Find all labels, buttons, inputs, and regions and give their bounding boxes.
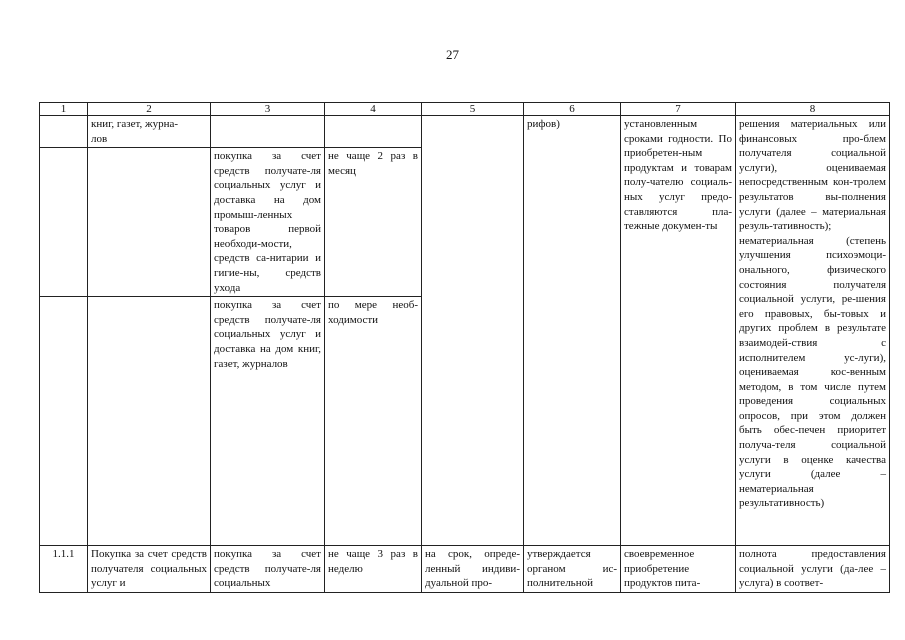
header-cell-4: 4 <box>325 103 422 116</box>
industrial-goods-frequency: не чаще 2 раз в месяц <box>328 150 418 177</box>
cell-service-name <box>88 116 211 148</box>
services-table <box>39 102 890 593</box>
cell-description <box>211 546 325 593</box>
frequency-text: не чаще 3 раз в неделю <box>328 548 418 575</box>
rate-text: утверждается органом ис-полнительной <box>527 548 617 590</box>
header-cell-3: 3 <box>211 103 325 116</box>
page-number: 27 <box>446 47 459 62</box>
cell-conditions <box>621 116 736 546</box>
cell-frequency <box>325 546 422 593</box>
header-cell-5: 5 <box>422 103 524 116</box>
cell-service-name <box>88 546 211 593</box>
cell-term <box>422 546 524 593</box>
books-newspapers-frequency: по мере необ-ходимости <box>328 299 418 326</box>
cell-frequency <box>325 297 422 546</box>
header-row <box>40 103 890 116</box>
conditions-text: установленным сроками годности. По приобретен-ным продуктам и товарам полу-чателю социаль-ных услуг предо-ставляются пла-тежные докумен-ты <box>624 118 732 233</box>
conditions-text: своевременное приобретение продуктов пита- <box>624 548 701 590</box>
cell-service-name <box>88 148 211 297</box>
cell-quality-indicators <box>736 116 890 546</box>
header-cell-1: 1 <box>40 103 88 116</box>
cell-description <box>211 116 325 148</box>
cell-rate <box>524 546 621 593</box>
service-name-text: книг, газет, журна- лов <box>91 118 179 145</box>
cell-number <box>40 546 88 593</box>
quality-indicators-text: полнота предоставления социальной услуги (да-лее – услуга) в соответ- <box>739 548 886 590</box>
cell-frequency <box>325 148 422 297</box>
books-newspapers-text: покупка за счет средств получате-ля социальных услуг и доставка на дом книг, газет, журналов <box>214 299 321 370</box>
service-name-text: Покупка за счет средств получателя социальных услуг и <box>91 548 207 590</box>
header-cell-6: 6 <box>524 103 621 116</box>
cell-rate <box>524 116 621 546</box>
header-cell-2: 2 <box>88 103 211 116</box>
description-text: покупка за счет средств получате-ля социальных <box>214 548 321 590</box>
table-row-1-1-1 <box>40 546 890 593</box>
cell-conditions <box>621 546 736 593</box>
header-cell-8: 8 <box>736 103 890 116</box>
cell-service-name <box>88 297 211 546</box>
cell-number <box>40 116 88 148</box>
cell-description <box>211 297 325 546</box>
rate-text: рифов) <box>527 118 560 130</box>
header-cell-7: 7 <box>621 103 736 116</box>
table-row-continuation <box>40 116 890 148</box>
cell-term <box>422 116 524 546</box>
cell-number <box>40 148 88 297</box>
term-text: на срок, опреде-ленный индиви-дуальной про- <box>425 548 520 590</box>
row-number: 1.1.1 <box>52 548 75 561</box>
quality-indicators-text: решения материальных или финансовых про-блем получателя социальной услуги), оцениваемая непосредственным кон-тролем результатов вы-полнения услуги (далее – материальная резуль-тативность); нематериальная (степень улучшения психоэмоци-онального, физического состояния получателя социальной услуги, ре-шения его правовых, бы-товых и других проблем в результате взаимодей-ствия с исполнителем ус-луги), оцениваемая кос-венным методом, в том числе путем проведения социальных опросов, при этом должен быть обес-печен приоритет получа-теля социальной услуги в оценке качества услуги (далее – нематериальная результативность) <box>739 118 886 510</box>
cell-description <box>211 148 325 297</box>
cell-frequency <box>325 116 422 148</box>
cell-quality-indicators <box>736 546 890 593</box>
industrial-goods-text: покупка за счет средств получате-ля социальных услуг и доставка на дом промыш-ленных товаров первой необходи-мости, средств са-нитарии и гигие-ны, средств ухода <box>214 150 321 294</box>
cell-number <box>40 297 88 546</box>
